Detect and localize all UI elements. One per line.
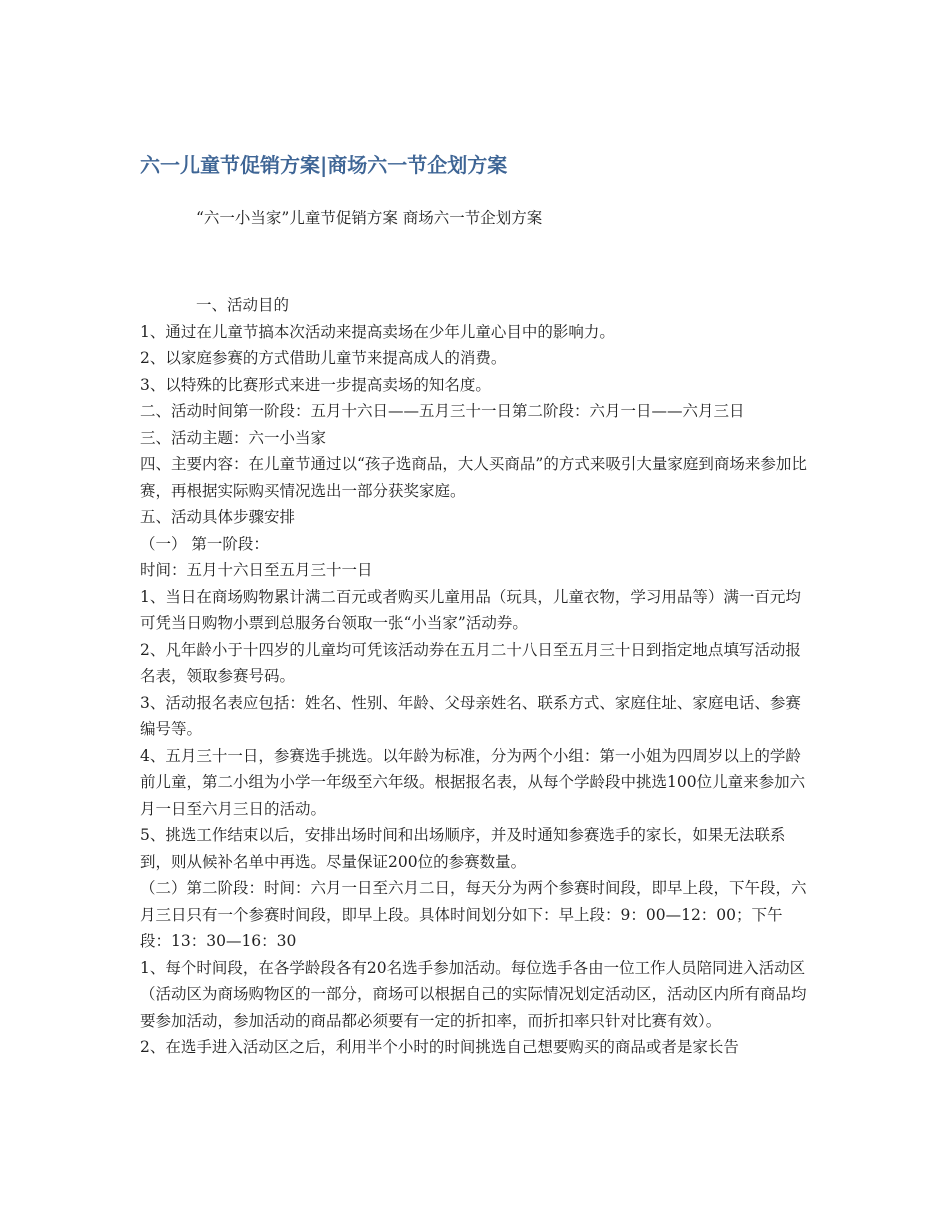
paragraph: 1、当日在商场购物累计满二百元或者购买儿童用品（玩具，儿童衣物，学习用品等）满一百元均可凭当日购物小票到总服务台领取一张“小当家”活动券。 xyxy=(140,587,801,632)
paragraph: 三、活动主题：六一小当家 xyxy=(140,428,327,447)
paragraph: 4、五月三十一日，参赛选手挑选。以年龄为标准，分为两个小组：第一小姐为四周岁以上的学龄前儿童，第二小组为小学一年级至六年级。根据报名表，从每个学龄段中挑选100位儿童来参加六月一日至六月三日的活动。 xyxy=(140,746,806,818)
paragraph: 四、主要内容：在儿童节通过以“孩子选商品，大人买商品”的方式来吸引大量家庭到商场来参加比赛，再根据实际购买情况选出一部分获奖家庭。 xyxy=(140,455,807,500)
paragraph: （二）第二阶段：时间：六月一日至六月二日，每天分为两个参赛时间段，即早上段，下午段，六月三日只有一个参赛时间段，即早上段。具体时间划分如下：早上段：9：00—12：00；下午段：13：30—16：30 xyxy=(140,879,807,950)
paragraph: 1、通过在儿童节搞本次活动来提高卖场在少年儿童心目中的影响力。 xyxy=(140,322,615,341)
paragraph: 2、以家庭参赛的方式借助儿童节来提高成人的消费。 xyxy=(140,349,507,367)
paragraph: 3、活动报名表应包括：姓名、性别、年龄、父母亲姓名、联系方式、家庭住址、家庭电话、参赛编号等。 xyxy=(140,693,801,738)
paragraph: 2、凡年龄小于十四岁的儿童均可凭该活动券在五月二十八日至五月三十日到指定地点填写活动报名表，领取参赛号码。 xyxy=(140,640,801,685)
section-heading: 一、活动目的 xyxy=(196,296,290,314)
document-body xyxy=(140,292,808,1061)
document-subtitle: “六一小当家”儿童节促销方案 商场六一节企划方案 xyxy=(196,209,543,227)
page-title: 六一儿童节促销方案|商场六一节企划方案 xyxy=(140,153,508,177)
paragraph: 5、挑选工作结束以后，安排出场时间和出场顺序，并及时通知参赛选手的家长，如果无法联系到，则从候补名单中再选。尽量保证200位的参赛数量。 xyxy=(140,826,786,871)
paragraph: （一） 第一阶段： xyxy=(140,534,269,553)
paragraph: 时间：五月十六日至五月三十一日 xyxy=(140,561,373,579)
paragraph: 3、以特殊的比赛形式来进一步提高卖场的知名度。 xyxy=(140,375,491,394)
paragraph: 2、在选手进入活动区之后，利用半个小时的时间挑选自己想要购买的商品或者是家长告 xyxy=(140,1038,739,1056)
paragraph: 五、活动具体步骤安排 xyxy=(140,508,296,526)
paragraph: 二、活动时间第一阶段：五月十六日——五月三十一日第二阶段：六月一日——六月三日 xyxy=(140,402,745,420)
paragraph: 1、每个时间段，在各学龄段各有20名选手参加活动。每位选手各由一位工作人员陪同进入活动区（活动区为商场购物区的一部分，商场可以根据自己的实际情况划定活动区，活动区内所有商品均要参加活动，参加活动的商品都必须要有一定的折扣率，而折扣率只针对比赛有效）。 xyxy=(140,958,807,1030)
